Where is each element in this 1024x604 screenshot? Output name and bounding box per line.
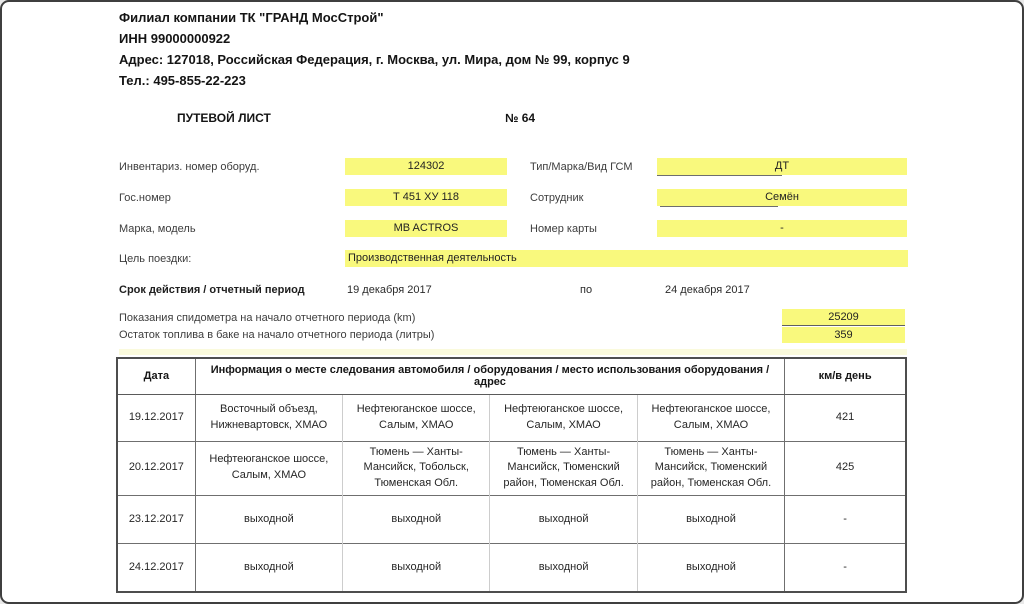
company-inn: ИНН 99000000922 [119,31,231,46]
company-address: Адрес: 127018, Российская Федерация, г. Москва, ул. Мира, дом № 99, корпус 9 [119,52,630,67]
col-header-km: км/в день [785,358,906,394]
period-from-date: 19 декабря 2017 [347,284,432,296]
cell-route: выходной [637,544,784,592]
cell-route: Нефтеюганское шоссе, Салым, ХМАО [343,394,490,441]
col-header-date: Дата [117,358,195,394]
table-row [117,496,906,544]
cell-route: Тюмень — Ханты-Мансийск, Тобольск, Тюменская Обл. [343,441,490,496]
field-employee[interactable]: Семён [657,189,907,206]
cell-date: 24.12.2017 [117,544,195,592]
cell-route: Нефтеюганское шоссе, Салым, ХМАО [637,394,784,441]
field-inventory-number[interactable]: 124302 [345,158,507,175]
table-row [117,544,906,592]
cell-route: выходной [195,496,342,544]
label-employee: Сотрудник [530,192,584,204]
label-card-number: Номер карты [530,223,597,235]
cell-route: Нефтеюганское шоссе, Салым, ХМАО [490,394,637,441]
company-name: Филиал компании ТК "ГРАНД МосСтрой" [119,10,384,25]
cell-date: 23.12.2017 [117,496,195,544]
field-trip-purpose[interactable]: Производственная деятельность [345,250,908,267]
field-make-model[interactable]: MB ACTROS [345,220,507,237]
label-make-model: Марка, модель [119,223,196,235]
label-gos-number: Гос.номер [119,192,171,204]
label-fuel-type: Тип/Марка/Вид ГСМ [530,161,633,173]
doc-number: № 64 [505,111,536,125]
label-inventory-number: Инвентариз. номер оборуд. [119,161,260,173]
field-employee-underline [660,206,778,207]
field-fuel-type-underline [657,175,782,176]
cell-route: Восточный объезд, Нижневартовск, ХМАО [195,394,342,441]
cell-km: - [785,544,906,592]
field-fuel-type[interactable]: ДТ [657,158,907,175]
label-period: Срок действия / отчетный период [119,284,305,296]
table-row [117,441,906,496]
col-header-info: Информация о месте следования автомобиля / оборудования / место использования оборудования /адрес [195,358,784,394]
cell-route: выходной [343,544,490,592]
cell-km: - [785,496,906,544]
field-fuel-remaining[interactable]: 359 [782,327,905,343]
field-card-number[interactable]: - [657,220,907,237]
cell-route: Нефтеюганское шоссе, Салым, ХМАО [195,441,342,496]
label-odometer: Показания спидометра на начало отчетного периода (km) [119,312,416,324]
cell-km: 421 [785,394,906,441]
label-fuel-remaining: Остаток топлива в баке на начало отчетного периода (литры) [119,329,435,341]
cell-route: выходной [490,544,637,592]
cell-route: выходной [195,544,342,592]
label-trip-purpose: Цель поездки: [119,253,192,265]
field-odometer[interactable]: 25209 [782,309,905,326]
cell-route: Тюмень — Ханты-Мансийск, Тюменский район, Тюменская Обл. [637,441,784,496]
cell-route: Тюмень — Ханты-Мансийск, Тюменский район, Тюменская Обл. [490,441,637,496]
cell-date: 20.12.2017 [117,441,195,496]
cell-route: выходной [343,496,490,544]
doc-title: ПУТЕВОЙ ЛИСТ [177,111,271,125]
cell-route: выходной [490,496,637,544]
cell-route: выходной [637,496,784,544]
cell-km: 425 [785,441,906,496]
company-phone: Тел.: 495-855-22-223 [119,73,246,88]
table-row [117,394,906,441]
route-table [116,357,907,593]
field-gos-number[interactable]: Т 451 ХУ 118 [345,189,507,206]
highlight-strip [119,349,907,355]
period-po-label: по [580,284,593,296]
cell-date: 19.12.2017 [117,394,195,441]
period-to-date: 24 декабря 2017 [665,284,750,296]
